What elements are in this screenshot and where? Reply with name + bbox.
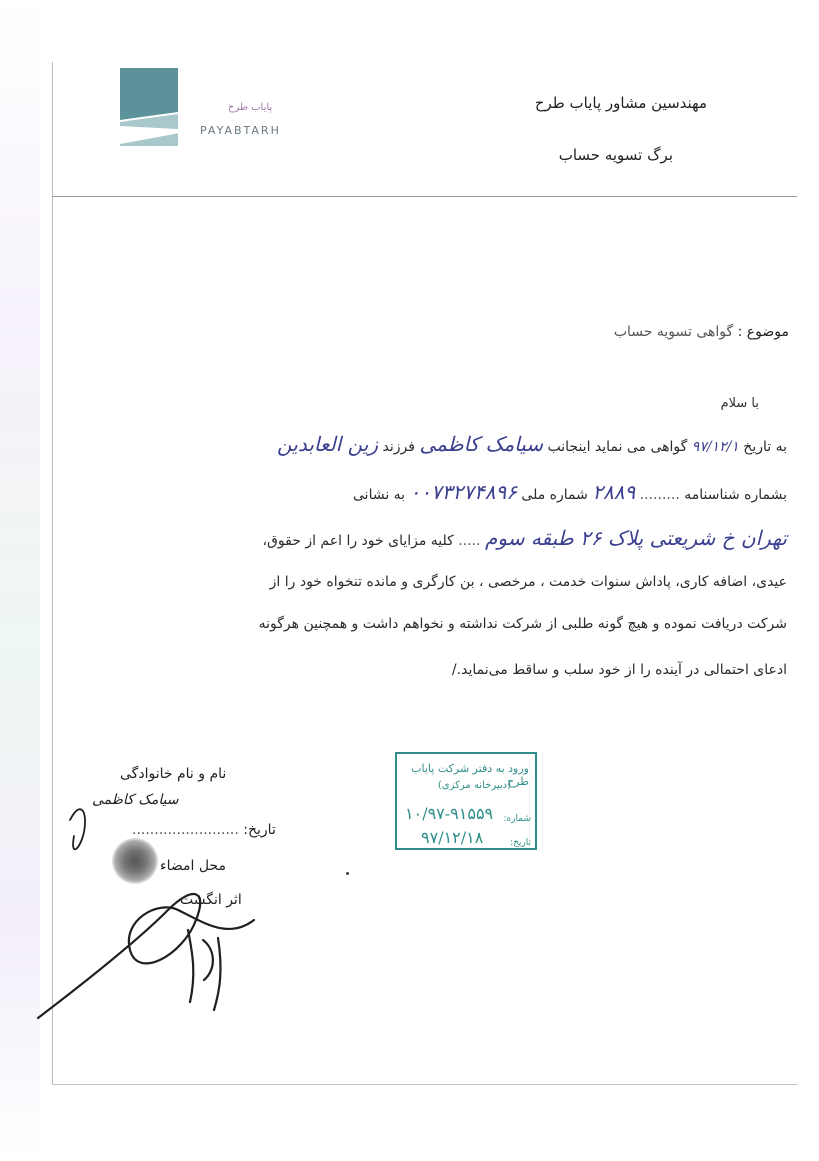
line2-text-a: بشماره شناسنامه [684,487,787,503]
greeting: با سلام [720,396,759,411]
fingerprint-label: اثر انگشت [180,892,242,908]
form-title: برگ تسویه حساب [558,146,673,164]
company-name: مهندسین مشاور پایاب طرح [534,94,707,112]
body-line-6: ادعای احتمالی در آینده را از خود سلب و ساقط می‌نماید./ [451,662,787,678]
scan-speck [346,872,349,875]
line1-text-c: فرزند [382,439,415,455]
stamp-title: ورود به دفتر شرکت پایاب طرح [411,762,529,788]
body-line-5: شرکت دریافت نموده و هیچ گونه طلبی از شرکت نداشته و نخواهم داشت و همچنین هرگونه [258,616,787,632]
handwritten-employee-name: سیامک کاظمی [419,432,544,456]
line2-text-b: شماره ملی [521,487,588,503]
body-line-1 [277,432,787,456]
company-logo [118,68,318,158]
date-label: تاریخ: [243,822,276,838]
name-label: نام و نام خانوادگی [120,766,227,782]
body-line-3: تهران خ شریعتی پلاک ۲۶ طبقه سوم ..... کلیه مزایای خود را اعم از حقوق، [262,526,787,550]
handwritten-id-number: ۲۸۸۹ [592,480,636,504]
stamp-subtitle: (دبیرخانه مرکزی) [437,780,511,791]
handwritten-address: تهران خ شریعتی پلاک ۲۶ طبقه سوم [485,526,787,550]
handwritten-father-name: زین العابدین [277,432,379,456]
date-dots: ........................ [132,822,239,838]
line1-text-a: به تاریخ [743,439,787,455]
line1-text-b: گواهی می نماید اینجانب [547,439,688,455]
handwritten-date: ۹۷/۱۲/۱ [691,439,739,455]
subject-label: موضوع : [733,324,789,340]
handwritten-national-code: ۰۰۷۳۲۷۴۸۹۶ [409,480,517,504]
logo-latin-text: PAYABTARH [200,124,281,137]
subject-line [614,324,789,340]
stamp-number: ۱۰/۹۷-۹۱۵۵۹ [405,804,494,823]
body-line-4: عیدی، اضافه کاری، پاداش سنوات خدمت ، مرخصی ، بن کارگری و مانده تنخواه خود را از [269,574,787,590]
received-stamp [395,752,537,850]
subject-value: گواهی تسویه حساب [613,324,734,340]
stamp-date: ۹۷/۱۲/۱۸ [421,828,484,847]
logo-persian-text: پایاب طرح [228,102,273,113]
stamp-date-label: تاریخ: [510,838,531,848]
sign-label: محل امضاء [160,858,226,874]
header-divider [52,196,797,197]
line3-text-a: کلیه مزایای خود را اعم از حقوق، [262,533,454,549]
signature-handwritten-name: سیامک کاظمی [92,792,179,808]
handwritten-signature [18,770,278,1030]
stamp-number-label: شماره: [503,814,531,824]
body-line-2: بشماره شناسنامه ......... ۲۸۸۹ شماره ملی ۰۰۷۳۲۷۴۸۹۶ به نشانی [353,480,787,504]
line2-text-c: به نشانی [353,487,406,503]
